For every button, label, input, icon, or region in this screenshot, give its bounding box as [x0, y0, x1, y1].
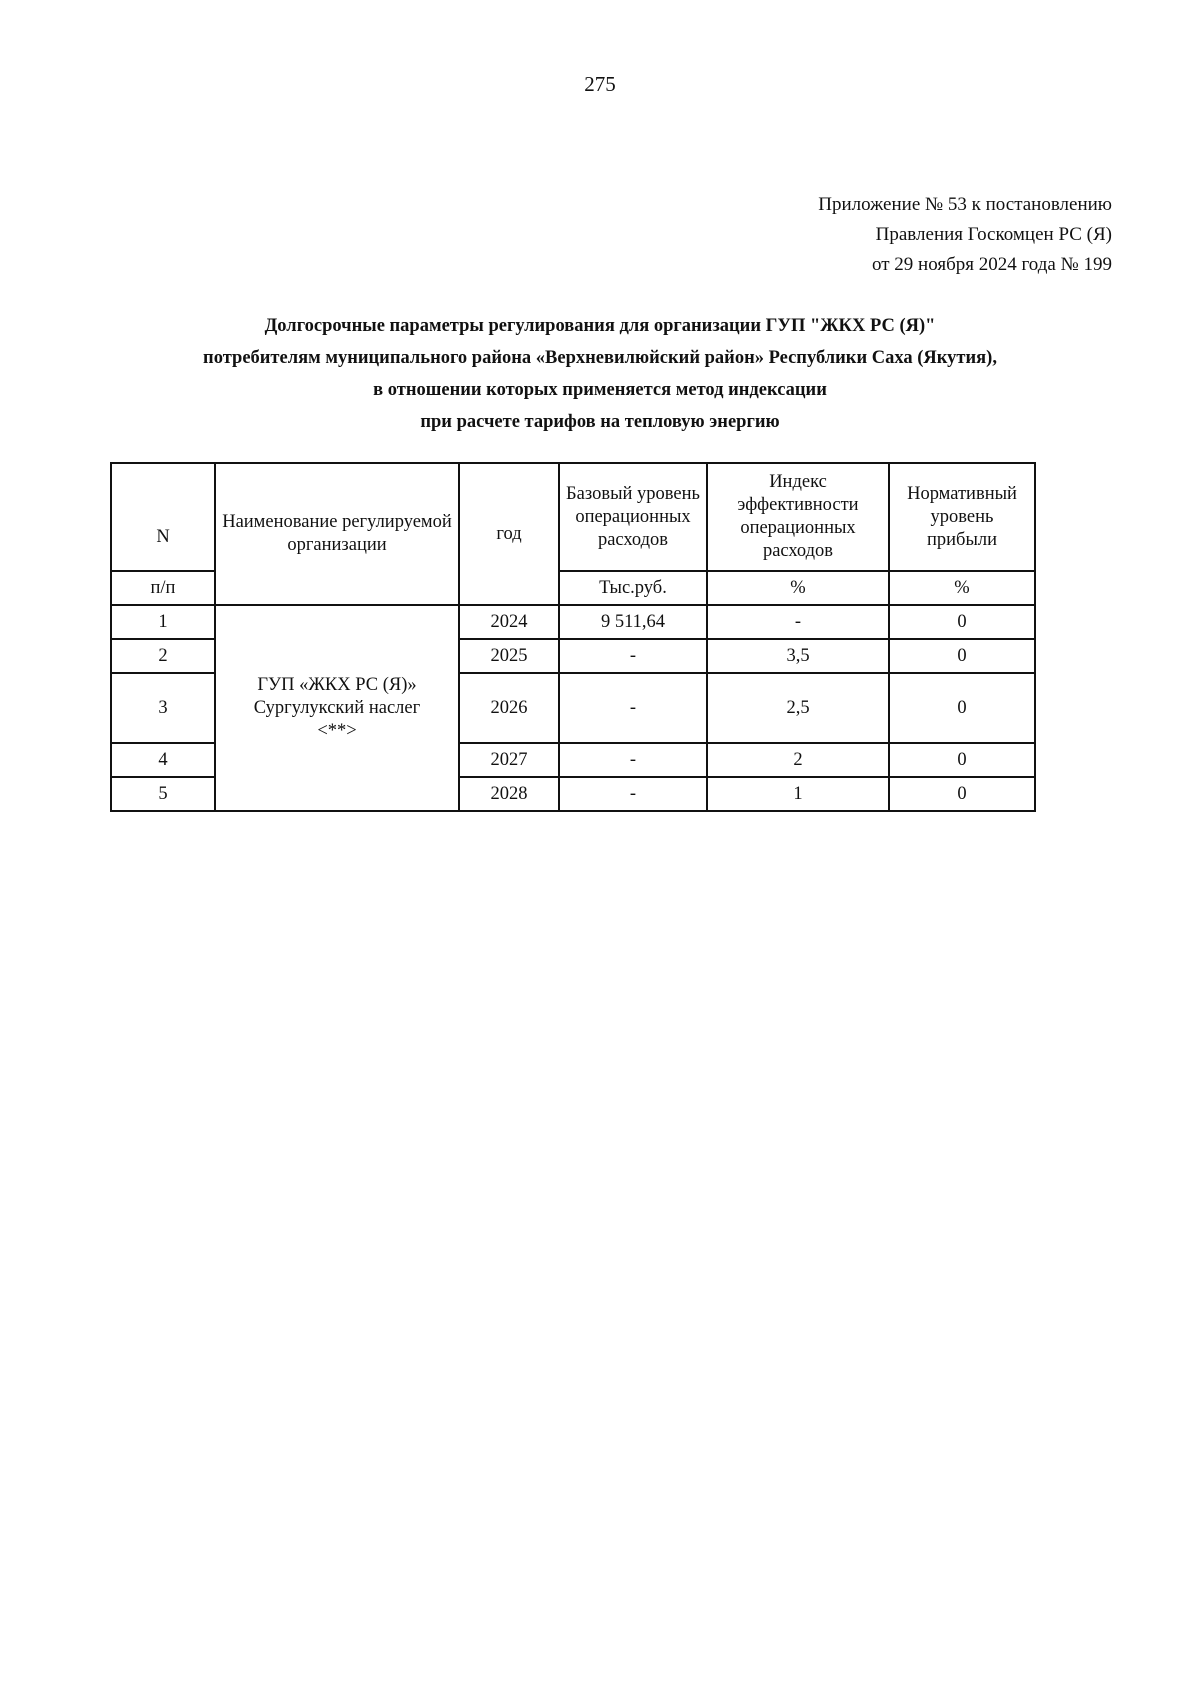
organization-note: <**>: [317, 720, 357, 741]
page-number: 275: [584, 72, 616, 96]
appendix-line-2: Правления Госкомцен РС (Я): [875, 224, 1112, 245]
cell-profit-level: 0: [889, 777, 1035, 811]
cell-profit-level: 0: [889, 743, 1035, 777]
cell-year: 2024: [459, 605, 559, 639]
cell-year: 2028: [459, 777, 559, 811]
cell-number: 1: [111, 605, 215, 639]
title-line-3: в отношении которых применяется метод индексации: [373, 380, 827, 400]
header-base-level: Базовый уровень операционных расходов: [559, 463, 707, 571]
cell-year: 2027: [459, 743, 559, 777]
cell-efficiency-index: -: [707, 605, 889, 639]
header-number: [111, 463, 215, 571]
cell-base-level: -: [559, 743, 707, 777]
cell-profit-level: 0: [889, 605, 1035, 639]
title-line-4: при расчете тарифов на тепловую энергию: [420, 412, 780, 432]
cell-efficiency-index: 3,5: [707, 639, 889, 673]
table-header-row: [111, 463, 1035, 571]
cell-base-level: 9 511,64: [559, 605, 707, 639]
cell-year: 2026: [459, 673, 559, 743]
cell-number: 4: [111, 743, 215, 777]
unit-profit-level: %: [889, 571, 1035, 605]
title-line-1: Долгосрочные параметры регулирования для организации ГУП "ЖКХ РС (Я)": [264, 316, 936, 336]
parameters-table: [110, 462, 1036, 812]
appendix-line-1: Приложение № 53 к постановлению: [818, 194, 1112, 215]
cell-number: 3: [111, 673, 215, 743]
header-number-bottom: п/п: [111, 571, 215, 605]
appendix-note: [818, 190, 1112, 280]
cell-number: 2: [111, 639, 215, 673]
cell-base-level: -: [559, 777, 707, 811]
cell-base-level: -: [559, 639, 707, 673]
title-line-2: потребителям муниципального района «Верхневилюйский район» Республики Саха (Якутия),: [203, 348, 997, 368]
document-title: [0, 310, 1200, 438]
organization-cell: [215, 605, 459, 811]
header-year: год: [459, 463, 559, 605]
cell-base-level: -: [559, 673, 707, 743]
header-profit-level: Нормативный уровень прибыли: [889, 463, 1035, 571]
cell-profit-level: 0: [889, 673, 1035, 743]
header-number-top: N: [156, 526, 170, 547]
organization-location: Сургулукский наслег: [253, 697, 421, 718]
cell-efficiency-index: 1: [707, 777, 889, 811]
cell-efficiency-index: 2: [707, 743, 889, 777]
header-organization: Наименование регулируемой организации: [215, 463, 459, 605]
table-row: [111, 605, 1035, 639]
organization-name: ГУП «ЖКХ РС (Я)»: [257, 674, 417, 695]
header-efficiency-index: Индекс эффективности операционных расходов: [707, 463, 889, 571]
cell-efficiency-index: 2,5: [707, 673, 889, 743]
cell-year: 2025: [459, 639, 559, 673]
appendix-line-3: от 29 ноября 2024 года № 199: [871, 254, 1112, 275]
cell-profit-level: 0: [889, 639, 1035, 673]
unit-efficiency-index: %: [707, 571, 889, 605]
unit-base-level: Тыс.руб.: [559, 571, 707, 605]
cell-number: 5: [111, 777, 215, 811]
